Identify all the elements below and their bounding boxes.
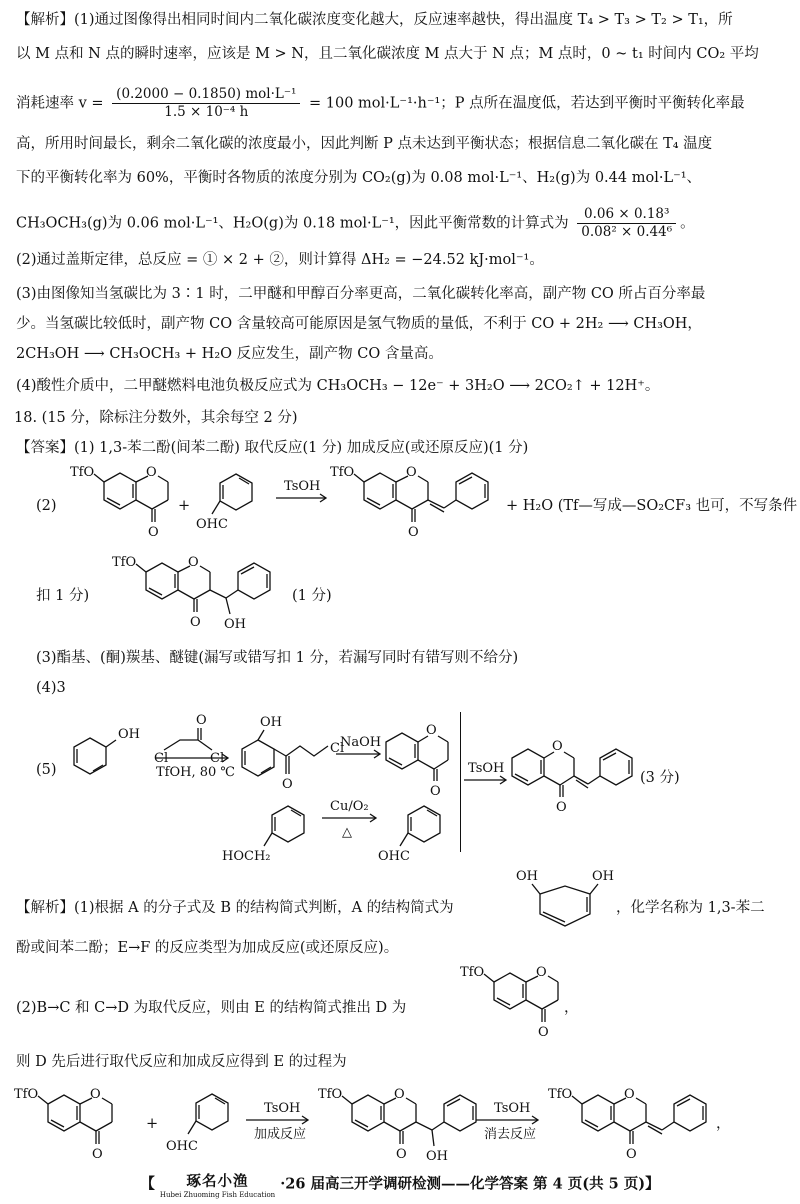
analysis-18-1b: ，化学名称为 1,3-苯二 [616,900,765,916]
svg-text:O: O [92,1147,103,1162]
svg-text:TfOH, 80 ℃: TfOH, 80 ℃ [156,765,235,780]
svg-text:OHC: OHC [196,517,228,532]
analysis-18-1c: 酚或间苯二酚；E→F 的反应类型为加成反应(或还原反应)。 [16,940,399,956]
analysis-part-4: (4)酸性介质中，二甲醚燃料电池负极反应式为 CH₃OCH₃ − 12e⁻ + 3H₂O ⟶ 2CO₂↑ + 12H⁺。 [16,378,660,394]
analysis-line-2: 以 M 点和 N 点的瞬时速率，应该是 M > N，且二氧化碳浓度 M 点大于 N 点；M 点时，0 ~ t₁ 时间内 CO₂ 平均 [16,46,759,62]
rate-fraction: $\frac{\text{(0.2000 − 0.1850) mol·L⁻¹}}{\text{1.5 × 10⁻⁴ h}}$ [112,86,300,121]
footer-text: ·26 届高三开学调研检测——化学答案 第 4 页(共 5 页)】 [280,1175,660,1193]
tsoh-arrow [272,480,332,510]
svg-text:O: O [556,800,567,815]
answer-18-2-tail: + H₂O (Tf—写成—SO₂CF₃ 也可，不写条件 [506,498,798,514]
benzaldehyde-product-structure [374,802,464,872]
svg-text:O: O [90,1087,101,1102]
brand-logo: 琢名小渔 [186,1173,249,1190]
plus-sign: + [178,498,191,514]
svg-text:TfO: TfO [330,465,355,480]
svg-text:O: O [190,615,201,630]
svg-text:O: O [430,784,441,799]
benzyl-alcohol-structure [218,802,318,872]
answer-18-2-deduct: 扣 1 分) [36,588,90,604]
tfo-chromanone-structure [70,462,180,542]
seq-end: ， [716,1116,731,1132]
answer-18-1: 【答案】(1) 1,3-苯二酚(间苯二酚) 取代反应(1 分) 加成反应(或还原反应)(1 分) [16,440,529,456]
svg-text:△: △ [342,825,352,840]
svg-text:O: O [394,1087,405,1102]
answer-18-2-label: (2) [36,498,57,514]
svg-text:O: O [538,1025,549,1040]
chromanone-structure [382,718,462,798]
svg-text:NaOH: NaOH [340,735,382,750]
analysis-line-4: 高，所用时间最长，剩余二氧化碳的浓度最小，因此判断 P 点未达到平衡状态；根据信息二氧化碳在 T₄ 温度 [16,136,713,152]
svg-text:O: O [536,965,547,980]
svg-text:O: O [552,739,563,754]
seq-arrow-addition [244,1100,314,1144]
phenol-structure [64,722,164,792]
seq-benzaldehyde-structure [162,1090,242,1162]
svg-text:Cl: Cl [154,751,169,766]
svg-text:Cl: Cl [210,751,225,766]
benzaldehyde-structure [196,470,276,540]
analysis-part-3b: 少。当氢碳比较低时，副产物 CO 含量较高可能原因是氢气物质的量低，不利于 CO + 2H₂ ⟶ CH₃OH， [16,316,702,332]
svg-text:HOCH₂: HOCH₂ [222,849,271,864]
seq-e-structure [548,1084,718,1164]
svg-text:TfO: TfO [70,465,95,480]
tfoh-arrow [152,750,235,790]
page-footer: 【 琢名小渔 Hubei Zhuoming Fish Education ·26 届高三开学调研检测——化学答案 第 4 页(共 5 页)】 [140,1173,660,1199]
analysis-18-2: (2)B→C 和 C→D 为取代反应，则由 E 的结构简式推出 D 为 [16,1000,407,1016]
svg-text:TsOH: TsOH [494,1101,531,1116]
equilibrium-fraction: $\frac{\text{0.06 × 0.18³}}{\text{0.08² × 0.44⁶}}$ [577,206,676,241]
svg-text:O: O [396,1147,407,1162]
answer-18-5-score: (3 分) [640,770,680,786]
svg-text:OH: OH [260,715,282,730]
seq-plus-sign: + [146,1116,159,1132]
svg-text:OH: OH [426,1149,448,1164]
alcohol-intermediate-structure [112,552,292,632]
svg-text:OH: OH [118,727,140,742]
svg-text:O: O [406,465,417,480]
analysis-18-2-end: ， [564,1000,579,1016]
seq-alcohol-structure [318,1084,498,1168]
svg-text:OH: OH [224,617,246,632]
svg-text:O: O [188,555,199,570]
svg-text:OHC: OHC [166,1139,198,1154]
answer-18-5-label: (5) [36,762,57,778]
resorcinol-structure [510,866,620,946]
analysis-line-1: 【解析】(1)通过图像得出相同时间内二氧化碳浓度变化越大，反应速率越快，得出温度 T₄ > T₃ > T₂ > T₁，所 [16,12,733,28]
svg-text:TsOH: TsOH [264,1101,301,1116]
svg-text:TsOH: TsOH [468,761,505,776]
svg-text:OH: OH [592,869,614,884]
seq-d-structure [14,1084,124,1164]
svg-text:TfO: TfO [548,1087,573,1102]
cu-o2-arrow [322,798,382,848]
analysis-part-3a: (3)由图像知当氢碳比为 3∶1 时，二甲醚和甲醇百分率更高，二氧化碳转化率高，副产物 CO 所占百分率最 [16,286,706,302]
analysis-18-1a: 【解析】(1)根据 A 的分子式及 B 的结构简式判断，A 的结构简式为 [16,900,454,916]
question-18-header: 18. (15 分，除标注分数外，其余每空 2 分) [14,410,298,426]
svg-text:O: O [408,525,419,540]
svg-text:TfO: TfO [318,1087,343,1102]
svg-text:TfO: TfO [14,1087,39,1102]
benzylidene-chromanone-structure [330,462,500,542]
svg-text:TsOH: TsOH [284,479,321,494]
answer-18-2-score: (1 分) [292,588,332,604]
svg-text:O: O [148,525,159,540]
svg-text:O: O [196,713,207,728]
svg-text:Cu/O₂: Cu/O₂ [330,799,369,814]
svg-text:Cl: Cl [330,741,345,756]
svg-text:TfO: TfO [460,965,485,980]
svg-text:O: O [624,1087,635,1102]
analysis-part-3c: 2CH₃OH ⟶ CH₃OCH₃ + H₂O 反应发生，副产物 CO 含量高。 [16,346,443,362]
svg-text:O: O [426,723,437,738]
analysis-line-6: CH₃OCH₃(g)为 0.06 mol·L⁻¹、H₂O(g)为 0.18 mol·L⁻¹，因此平衡常数的计算式为 $\frac{\text{0.06 × 0.18³}}{\text{0.08² × 0.44⁶}}$ 。 [16,206,695,240]
svg-text:O: O [626,1147,637,1162]
d-structure [460,962,570,1042]
analysis-18-3: 则 D 先后进行取代反应和加成反应得到 E 的过程为 [16,1054,347,1070]
answer-18-4: (4)3 [36,680,66,696]
route-brace [460,712,461,852]
brand-logo-subtitle: Hubei Zhuoming Fish Education [159,1191,276,1199]
analysis-line-5: 下的平衡转化率为 60%，平衡时各物质的浓度分别为 CO₂(g)为 0.08 mol·L⁻¹、H₂(g)为 0.44 mol·L⁻¹、 [16,170,702,186]
final-product-structure [508,734,638,814]
svg-text:加成反应: 加成反应 [254,1127,307,1142]
svg-text:OH: OH [516,869,538,884]
analysis-part-2: (2)通过盖斯定律，总反应 = ① × 2 + ②，则计算得 ΔH₂ = −24.52 kJ·mol⁻¹。 [16,252,544,268]
svg-text:OHC: OHC [378,849,410,864]
seq-arrow-elimination [474,1100,544,1144]
svg-text:消去反应: 消去反应 [484,1127,537,1142]
naoh-arrow [336,736,386,766]
analysis-line-3: 消耗速率 v = $\frac{\text{(0.2000 − 0.1850) mol·L⁻¹}}{\text{1.5 × 10⁻⁴ h}}$ = 100 mol·L⁻¹·h⁻¹；P 点所在温度低，若达到平衡时平衡转化率最 [16,86,745,120]
svg-text:O: O [146,465,157,480]
svg-text:O: O [282,777,293,792]
svg-text:TfO: TfO [112,555,137,570]
final-tsoh-arrow [464,762,512,792]
answer-18-3: (3)酯基、(酮)羰基、醚键(漏写或错写扣 1 分，若漏写同时有错写则不给分) [36,650,519,666]
